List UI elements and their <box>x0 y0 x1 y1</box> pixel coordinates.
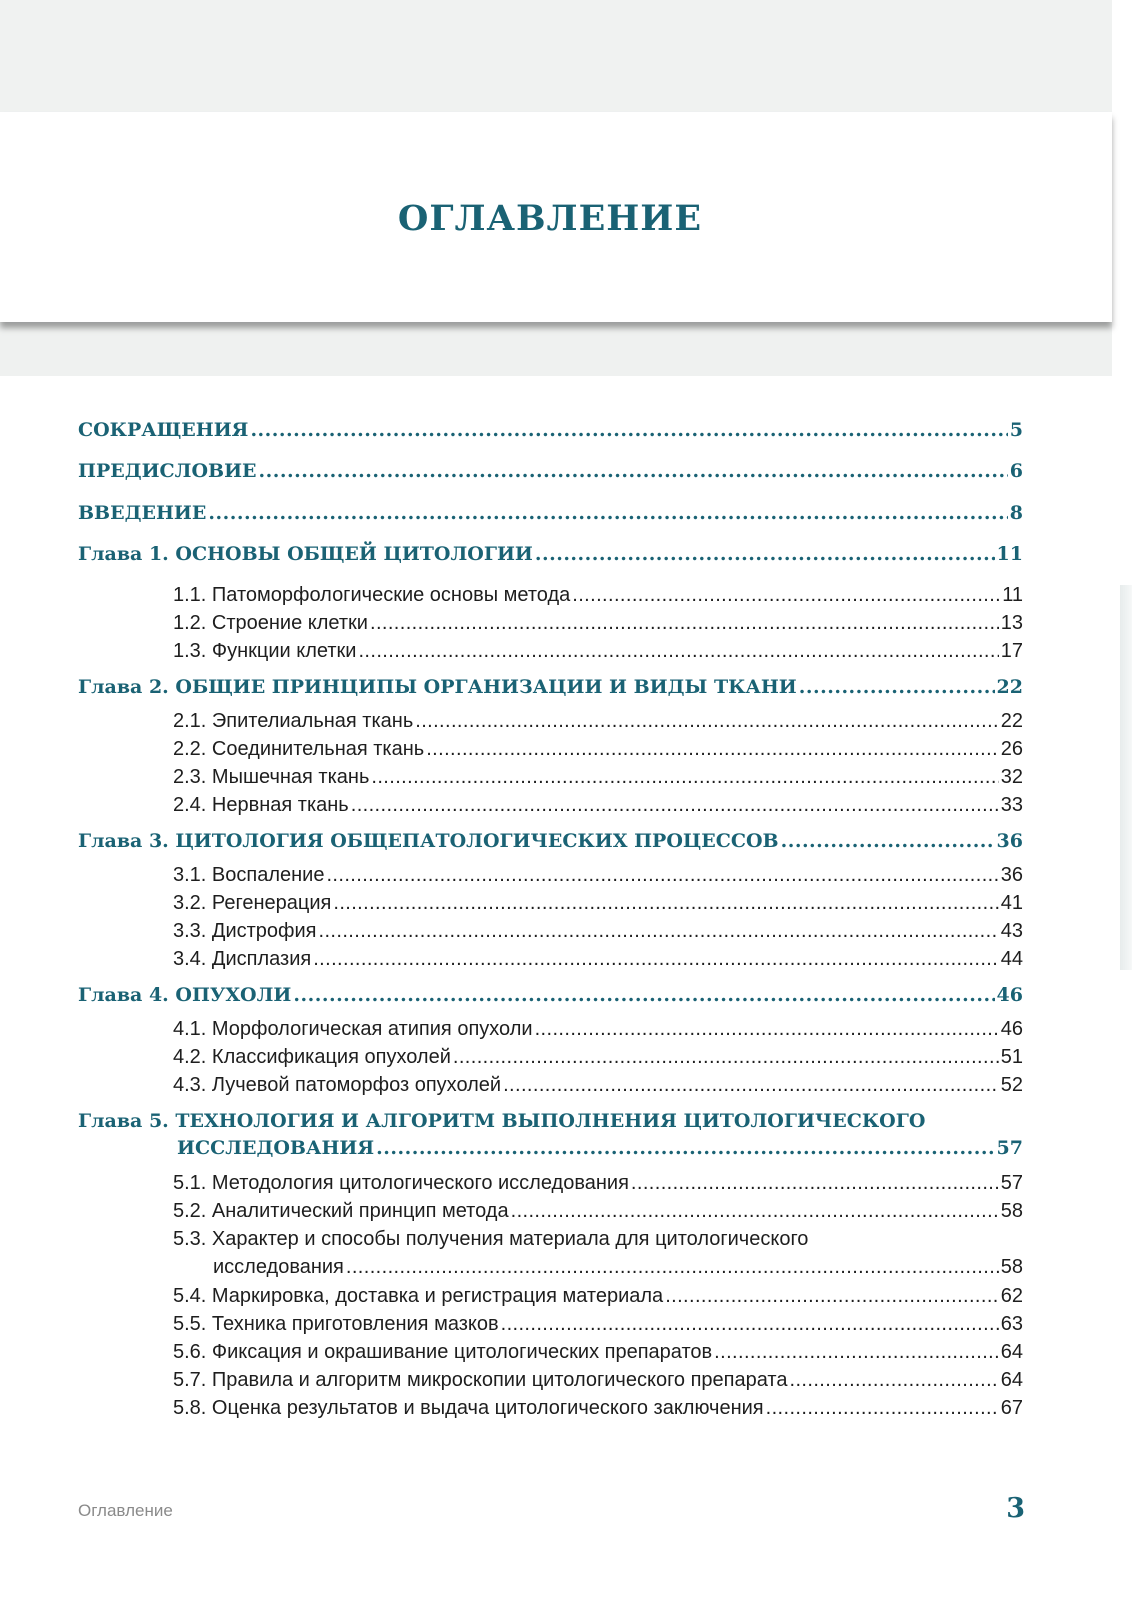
dot-leader <box>572 584 1000 607</box>
toc-section-5-6[interactable] <box>173 1341 1023 1369</box>
dot-leader <box>665 1285 999 1308</box>
dot-leader <box>503 1074 999 1097</box>
dot-leader <box>313 948 999 971</box>
toc-entry-page: 11 <box>1002 584 1023 606</box>
toc-section-2-2[interactable] <box>173 738 1023 766</box>
toc-entry-abbreviations[interactable] <box>78 419 1023 447</box>
dot-leader <box>781 830 995 852</box>
toc-section-5-3-title-line[interactable]: 5.3. Характер и способы получения материала для цитологического <box>173 1228 809 1250</box>
toc-entry-page: 26 <box>1000 738 1023 760</box>
toc-entry-page: 17 <box>1000 640 1023 662</box>
toc-entry-label: 5.6. Фиксация и окрашивание цитологических препаратов <box>173 1341 713 1363</box>
toc-entry-label: Глава 4. ОПУХОЛИ <box>78 984 292 1006</box>
page-title: ОГЛАВЛЕНИЕ <box>397 198 703 239</box>
toc-entry-page: 6 <box>1009 460 1023 482</box>
toc-section-5-3[interactable] <box>213 1256 1023 1284</box>
dot-leader <box>259 460 1008 482</box>
toc-section-1-2[interactable] <box>173 612 1023 640</box>
toc-entry-page: 36 <box>996 830 1023 852</box>
toc-entry-page: 46 <box>996 984 1023 1006</box>
toc-entry-label: 2.2. Соединительная ткань <box>173 738 425 760</box>
toc-entry-label: СОКРАЩЕНИЯ <box>78 419 249 441</box>
toc-entry-label: 2.4. Нервная ткань <box>173 794 349 816</box>
toc-entry-label: 2.1. Эпителиальная ткань <box>173 710 414 732</box>
top-band <box>0 0 1112 112</box>
toc-entry-page: 62 <box>1000 1285 1023 1307</box>
toc-section-2-1[interactable] <box>173 710 1023 738</box>
toc-entry-label: 5.4. Маркировка, доставка и регистрация материала <box>173 1285 664 1307</box>
toc-entry-label: 5.1. Методология цитологического исследования <box>173 1172 629 1194</box>
toc-entry-page: 58 <box>1000 1256 1023 1278</box>
toc-entry-label: Глава 1. ОСНОВЫ ОБЩЕЙ ЦИТОЛОГИИ <box>78 543 533 565</box>
toc-entry-label: 4.1. Морфологическая атипия опухоли <box>173 1018 533 1040</box>
header-shadow-band <box>0 322 1112 376</box>
toc-section-5-4[interactable] <box>173 1285 1023 1313</box>
toc-section-5-7[interactable] <box>173 1369 1023 1397</box>
dot-leader <box>501 1313 999 1336</box>
toc-entry-preface[interactable] <box>78 460 1023 488</box>
dot-leader <box>326 864 998 887</box>
dot-leader <box>293 984 994 1006</box>
toc-entry-page: 64 <box>1000 1341 1023 1363</box>
toc-section-2-4[interactable] <box>173 794 1023 822</box>
dot-leader <box>453 1046 999 1069</box>
dot-leader <box>535 543 995 565</box>
toc-entry-label: 3.3. Дистрофия <box>173 920 317 942</box>
toc-section-3-1[interactable] <box>173 864 1023 892</box>
toc-entry-page: 33 <box>1000 794 1023 816</box>
toc-section-5-8[interactable] <box>173 1397 1023 1425</box>
dot-leader <box>371 766 998 789</box>
toc-entry-page: 8 <box>1009 502 1023 524</box>
dot-leader <box>535 1018 999 1041</box>
dot-leader <box>376 1137 994 1159</box>
toc-entry-label: 3.2. Регенерация <box>173 892 332 914</box>
toc-entry-page: 51 <box>1000 1046 1023 1068</box>
toc-entry-label: 1.2. Строение клетки <box>173 612 368 634</box>
toc-entry-label: 4.3. Лучевой патоморфоз опухолей <box>173 1074 502 1096</box>
dot-leader <box>790 1369 999 1392</box>
dot-leader <box>426 738 999 761</box>
toc-entry-page: 57 <box>996 1137 1023 1159</box>
toc-entry-label: 2.3. Мышечная ткань <box>173 766 370 788</box>
toc-section-1-1[interactable] <box>173 584 1023 612</box>
toc-entry-label: 3.4. Дисплазия <box>173 948 312 970</box>
toc-entry-label: Глава 2. ОБЩИЕ ПРИНЦИПЫ ОРГАНИЗАЦИИ И ВИДЫ ТКАНИ <box>78 676 797 698</box>
toc-section-4-3[interactable] <box>173 1074 1023 1102</box>
dot-leader <box>208 502 1007 524</box>
toc-entry-page: 22 <box>996 676 1023 698</box>
toc-entry-page: 5 <box>1009 419 1023 441</box>
toc-entry-label: 3.1. Воспаление <box>173 864 325 886</box>
dot-leader <box>346 1256 999 1279</box>
page-number: 3 <box>1006 1493 1025 1524</box>
dot-leader <box>250 419 1007 441</box>
toc-section-3-2[interactable] <box>173 892 1023 920</box>
toc-entry-page: 63 <box>1000 1313 1023 1335</box>
toc-entry-label: 1.3. Функции клетки <box>173 640 357 662</box>
toc-entry-page: 64 <box>1000 1369 1023 1391</box>
toc-entry-label: 5.7. Правила и алгоритм микроскопии цитологического препарата <box>173 1369 788 1391</box>
toc-entry-introduction[interactable] <box>78 502 1023 530</box>
toc-chapter-5-title-line[interactable]: Глава 5. ТЕХНОЛОГИЯ И АЛГОРИТМ ВЫПОЛНЕНИЯ ЦИТОЛОГИЧЕСКОГО <box>78 1110 926 1132</box>
toc-entry-label: ПРЕДИСЛОВИЕ <box>78 460 257 482</box>
toc-entry-label: ВВЕДЕНИЕ <box>78 502 207 524</box>
toc-entry-page: 52 <box>1000 1074 1023 1096</box>
toc-section-5-1[interactable] <box>173 1172 1023 1200</box>
toc-entry-page: 44 <box>1000 948 1023 970</box>
toc-entry-page: 11 <box>996 543 1023 565</box>
toc-entry-page: 67 <box>1000 1397 1023 1419</box>
toc-section-4-2[interactable] <box>173 1046 1023 1074</box>
toc-chapter-1[interactable] <box>78 543 1023 571</box>
dot-leader <box>358 640 998 663</box>
page-edge <box>1120 585 1132 970</box>
toc-entry-label: 5.8. Оценка результатов и выдача цитологического заключения <box>173 1397 764 1419</box>
toc-chapter-4[interactable] <box>78 984 1023 1012</box>
toc-chapter-2[interactable] <box>78 676 1023 704</box>
dot-leader <box>799 676 995 698</box>
dot-leader <box>351 794 999 817</box>
toc-section-3-4[interactable] <box>173 948 1023 976</box>
toc-entry-page: 36 <box>1000 864 1023 886</box>
dot-leader <box>714 1341 999 1364</box>
toc-section-4-1[interactable] <box>173 1018 1023 1046</box>
toc-section-1-3[interactable] <box>173 640 1023 668</box>
footer-section-name: Оглавление <box>78 1501 173 1520</box>
toc-section-3-3[interactable] <box>173 920 1023 948</box>
toc-entry-page: 58 <box>1000 1200 1023 1222</box>
dot-leader <box>319 920 999 943</box>
toc-section-5-5[interactable] <box>173 1313 1023 1341</box>
toc-section-5-2[interactable] <box>173 1200 1023 1228</box>
dot-leader <box>631 1172 999 1195</box>
toc-chapter-5[interactable] <box>177 1137 1023 1165</box>
toc-entry-page: 22 <box>1000 710 1023 732</box>
toc-entry-label: 1.1. Патоморфологические основы метода <box>173 584 571 606</box>
toc-entry-page: 41 <box>1000 892 1023 914</box>
toc-entry-page: 32 <box>1000 766 1023 788</box>
toc-entry-label: Глава 3. ЦИТОЛОГИЯ ОБЩЕПАТОЛОГИЧЕСКИХ ПРОЦЕССОВ <box>78 830 779 852</box>
toc-entry-label: 5.2. Аналитический принцип метода <box>173 1200 509 1222</box>
toc-entry-label: ИССЛЕДОВАНИЯ <box>177 1137 375 1159</box>
toc-entry-label: 5.5. Техника приготовления мазков <box>173 1313 499 1335</box>
title-header <box>0 112 1112 322</box>
dot-leader <box>370 612 999 635</box>
toc-entry-page: 57 <box>1000 1172 1023 1194</box>
dot-leader <box>415 710 999 733</box>
dot-leader <box>511 1200 999 1223</box>
toc-entry-page: 13 <box>1000 612 1023 634</box>
dot-leader <box>766 1397 999 1420</box>
toc-entry-label: 4.2. Классификация опухолей <box>173 1046 451 1068</box>
dot-leader <box>333 892 998 915</box>
toc-chapter-3[interactable] <box>78 830 1023 858</box>
toc-entry-label: исследования <box>213 1256 344 1278</box>
toc-section-2-3[interactable] <box>173 766 1023 794</box>
toc-entry-page: 43 <box>1000 920 1023 942</box>
toc-entry-page: 46 <box>1000 1018 1023 1040</box>
